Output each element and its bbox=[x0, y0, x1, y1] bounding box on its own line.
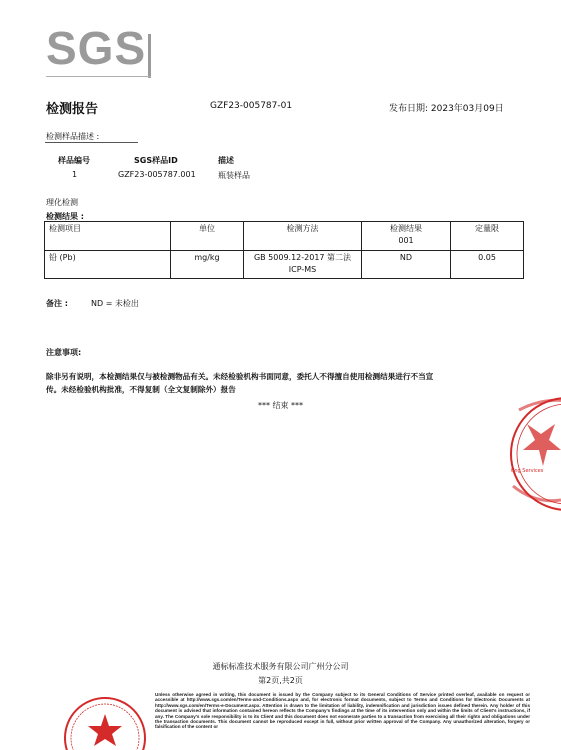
cell-item: 铅 (Pb) bbox=[45, 251, 171, 279]
cell-loq: 0.05 bbox=[451, 251, 524, 279]
sample-id-value: GZF23-005787.001 bbox=[118, 170, 196, 179]
cell-method-name: GB 5009.12-2017 第二法 bbox=[253, 253, 352, 262]
cell-unit: mg/kg bbox=[171, 251, 244, 279]
fine-print: Unless otherwise agreed in writing, this document is issued by the Company subject to its General Conditions of Service printed overleaf, available on request or accessible at http://www.sgs.com/en/Terms-and-Conditions.aspx and, for electronic format documents, subject to Terms and Conditions for Electronic Documents at http://www.sgs.com/en/Terms-e-Document.aspx. Attention is drawn to the limitation of liability, indemnification and jurisdiction issues defined therein. Any holder of this document is advised that information contained hereon reflects the Company's findings at the time of its intervention only and within the limits of Client's instructions, if any. The Company's sole responsibility is to its Client and this document does not exonerate parties to a transaction from exercising all their rights and obligations under the transaction documents. This document cannot be reproduced except in full, without prior written approval of the Company. Any unauthorized alteration, forgery or falsification of the content or bbox=[155, 692, 530, 730]
footer-page-number: 第2页,共2页 bbox=[258, 676, 303, 685]
sample-no-value: 1 bbox=[72, 170, 78, 179]
footer-company: 通标标准技术服务有限公司广州分公司 bbox=[212, 662, 349, 671]
report-title: 检测报告 bbox=[46, 102, 99, 117]
logo-bar bbox=[148, 34, 151, 78]
notice-line-2: 传。未经检验机构批准，不得复制（全文复制除外）报告 bbox=[46, 385, 236, 394]
company-stamp-bottom bbox=[60, 690, 150, 750]
logo-underline bbox=[46, 76, 151, 77]
results-header-row bbox=[45, 222, 524, 251]
cell-method-sub: ICP-MS bbox=[288, 265, 317, 274]
notice-label: 注意事项: bbox=[46, 348, 82, 357]
company-stamp-right bbox=[505, 396, 561, 516]
issue-date: 发布日期: 2023年03月09日 bbox=[389, 104, 504, 114]
stamp-star-icon bbox=[523, 424, 561, 466]
sgs-logo bbox=[46, 22, 156, 74]
sample-desc-value: 瓶装样品 bbox=[218, 171, 250, 180]
sample-col-no: 样品编号 bbox=[58, 156, 90, 165]
col-unit: 单位 bbox=[171, 222, 244, 251]
results-table bbox=[44, 221, 524, 279]
col-result bbox=[362, 222, 451, 251]
sample-col-id: SGS样品ID bbox=[134, 156, 178, 165]
logo-text: SGS bbox=[46, 22, 147, 74]
sample-section-label: 检测样品描述 : bbox=[46, 132, 100, 141]
col-method: 检测方法 bbox=[244, 222, 362, 251]
stamp-text: ting Services bbox=[511, 468, 544, 474]
end-marker: *** 结束 *** bbox=[257, 401, 304, 410]
col-item: 检测项目 bbox=[45, 222, 171, 251]
result-label: 检测结果 : bbox=[46, 212, 84, 221]
col-loq: 定量限 bbox=[451, 222, 524, 251]
sample-col-desc: 描述 bbox=[218, 156, 234, 165]
cell-method bbox=[244, 251, 362, 279]
physchem-section-label: 理化检测 bbox=[46, 198, 78, 207]
remarks-text: ND = 未检出 bbox=[91, 299, 139, 308]
col-result-sample: 001 bbox=[398, 236, 414, 245]
remarks-label: 备注 : bbox=[46, 299, 68, 308]
sample-label-underline bbox=[45, 142, 138, 143]
notice-line-1: 除非另有说明，本检测结果仅与被检测物品有关。未经检验机构书面同意，委托人不得擅自使用检测结果进行不当宣 bbox=[46, 372, 434, 381]
stamp-star-icon bbox=[88, 714, 122, 746]
report-number: GZF23-005787-01 bbox=[210, 101, 293, 111]
cell-result: ND bbox=[362, 251, 451, 279]
col-result-label: 检测结果 bbox=[390, 224, 422, 233]
table-row bbox=[45, 251, 524, 279]
